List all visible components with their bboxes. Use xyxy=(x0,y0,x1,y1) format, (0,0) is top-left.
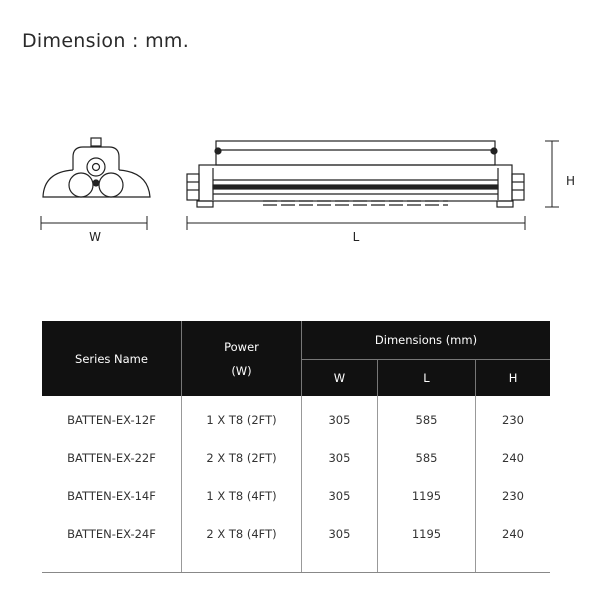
width-dimension-line xyxy=(41,216,147,230)
cell-power: 1 X T8 (4FT) xyxy=(182,477,302,515)
cell-l: 585 xyxy=(377,396,475,439)
header-h: H xyxy=(476,360,550,397)
cell-series: BATTEN-EX-12F xyxy=(42,396,182,439)
length-dimension-line xyxy=(187,216,525,230)
fixture-dimension-drawing xyxy=(0,0,600,300)
cell-series: BATTEN-EX-24F xyxy=(42,515,182,573)
table-row xyxy=(42,477,550,515)
header-power-label: Power xyxy=(224,339,259,354)
length-label: L xyxy=(352,230,360,244)
cell-power: 1 X T8 (2FT) xyxy=(182,396,302,439)
cell-w: 305 xyxy=(302,396,378,439)
table-row xyxy=(42,439,550,477)
cell-power: 2 X T8 (4FT) xyxy=(182,515,302,573)
cell-l: 1195 xyxy=(377,515,475,573)
side-view xyxy=(187,141,524,207)
header-power xyxy=(182,321,302,396)
cell-l: 585 xyxy=(377,439,475,477)
cell-l: 1195 xyxy=(377,477,475,515)
end-view xyxy=(43,138,150,197)
header-series-name: Series Name xyxy=(42,321,182,396)
cell-w: 305 xyxy=(302,477,378,515)
header-dimensions: Dimensions (mm) xyxy=(302,321,551,360)
cell-h: 230 xyxy=(502,413,524,427)
header-l: L xyxy=(377,360,475,397)
cell-w: 305 xyxy=(302,439,378,477)
specification-table xyxy=(42,321,550,573)
cell-h: 240 xyxy=(476,515,550,573)
table-row xyxy=(42,515,550,573)
cell-power: 2 X T8 (2FT) xyxy=(182,439,302,477)
cell-w: 305 xyxy=(302,515,378,573)
header-power-unit: (W) xyxy=(231,363,252,378)
width-label: W xyxy=(89,230,101,244)
page-title: Dimension : mm. xyxy=(22,30,190,52)
height-label: H xyxy=(566,174,576,188)
cell-series: BATTEN-EX-22F xyxy=(42,439,182,477)
cell-series: BATTEN-EX-14F xyxy=(42,477,182,515)
table-row xyxy=(42,396,550,439)
header-w: W xyxy=(302,360,378,397)
cell-h: 230 xyxy=(502,489,524,503)
height-dimension-line xyxy=(545,141,559,207)
cell-h: 240 xyxy=(502,451,524,465)
